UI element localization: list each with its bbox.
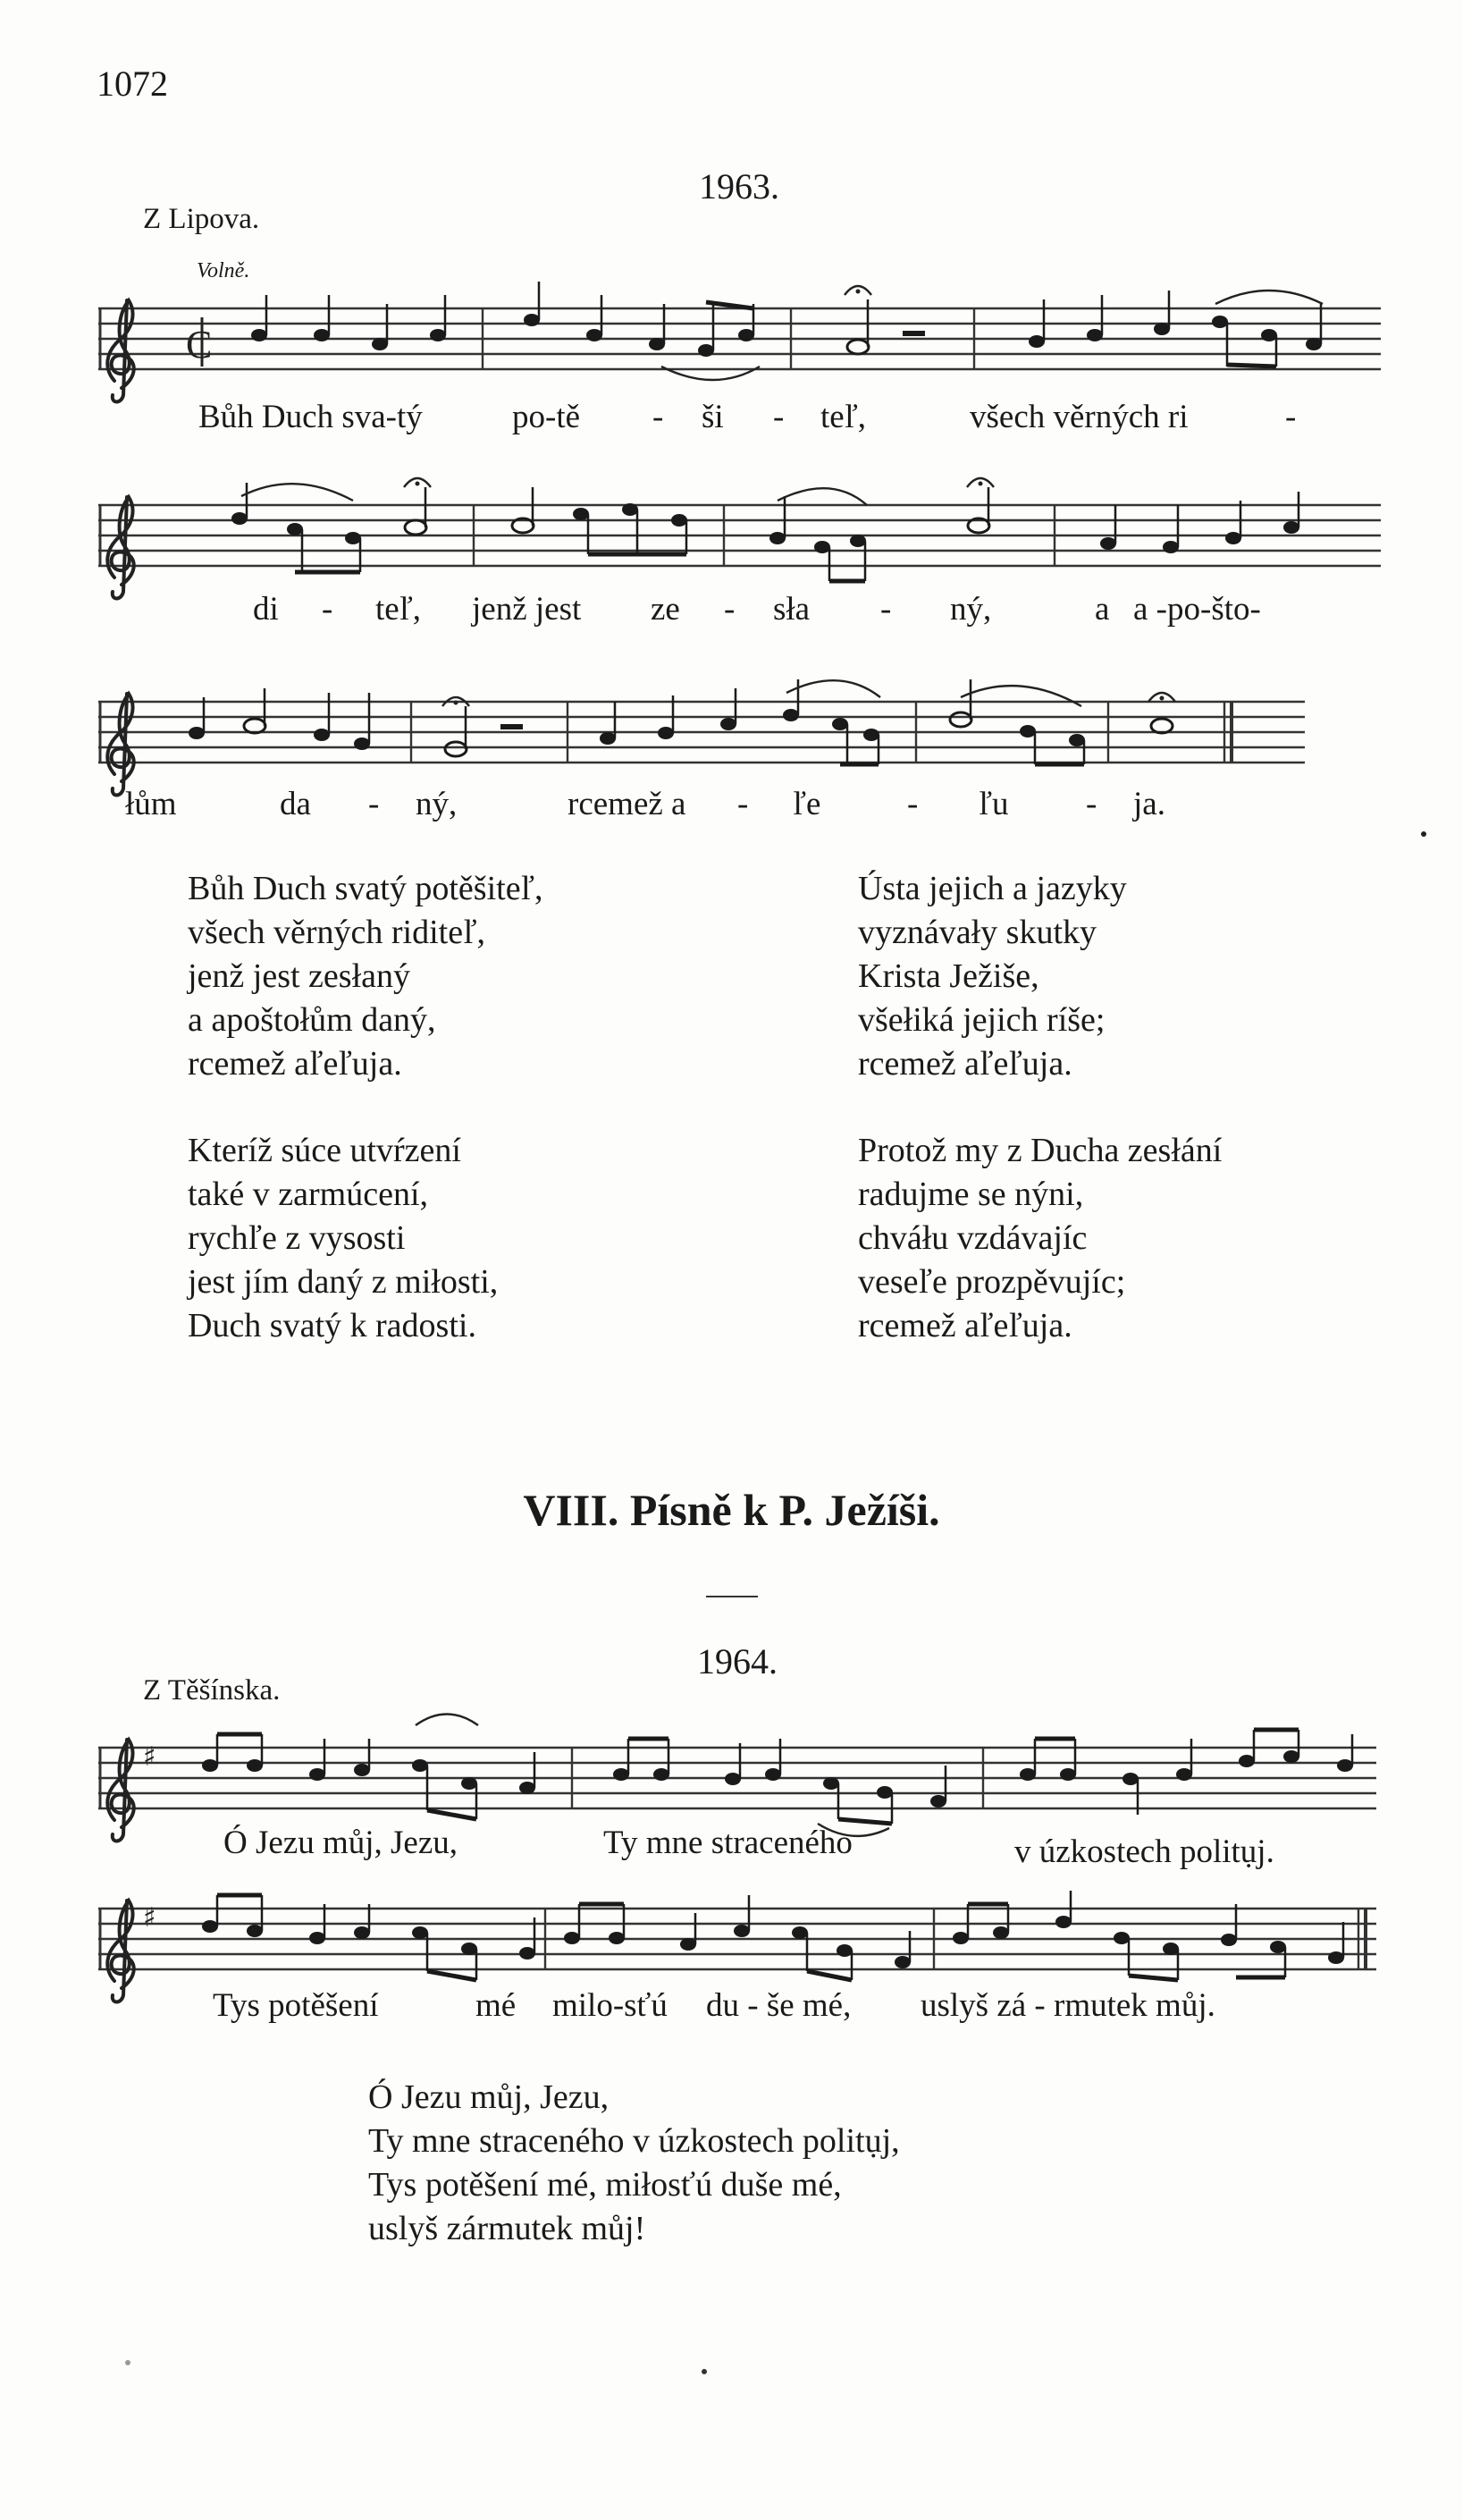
verse-stanza [368,2076,900,2251]
verse-line: Bůh Duch svatý potěšiteľ, [188,870,543,907]
verse-line: Protož my z Ducha zesłání [858,1132,1223,1169]
verse-line: uslyš zármutek můj! [368,2210,646,2247]
staff-system-1 [98,282,1381,402]
lyric-syllable: ľe [793,786,821,822]
lyric-syllable: ši [702,399,724,435]
lyric-syllable: ze [651,591,680,628]
verse-line: Tys potěšení mé, miłosťú duše mé, [368,2166,842,2204]
verse-line: radujme se nýni, [858,1176,1084,1213]
verse-line: Ty mne straceného v úzkostech politụj, [368,2122,900,2160]
lyric-syllable: Ty mne straceného [603,1825,853,1861]
verse-line: Krista Ježiše, [858,957,1039,995]
verse-line: také v zarmúcení, [188,1176,429,1213]
lyric-syllable: ný, [950,591,992,628]
staff-system-2 [98,478,1381,599]
verse-stanza [188,867,543,1086]
verse-stanza [188,1129,498,1348]
lyric-syllable: łům [125,786,177,822]
lyric-syllable: ľu [979,786,1009,822]
lyric-syllable: - [1285,399,1297,435]
staff-system-3 [98,679,1305,796]
scan-speck [1421,831,1426,837]
lyric-syllable: Ó Jezu můj, Jezu, [223,1825,458,1861]
verse-stanza [858,867,1127,1086]
svg-text:C: C [186,323,213,367]
svg-text:♯: ♯ [143,1741,156,1773]
song-origin-1963: Z Lipova. [143,203,260,235]
verse-line: rcemež aľeľuja. [188,1045,402,1083]
verse-line: veseľe prozpěvujíc; [858,1263,1126,1301]
lyric-syllable: - [652,399,664,435]
lyric-syllable: všech věrných ri [970,399,1189,435]
verse-line: vyznávały skutky [858,914,1097,951]
song-origin-1964: Z Těšínska. [143,1674,281,1707]
lyric-syllable: a -po-što- [1133,591,1261,628]
verse-line: Duch svatý k radosti. [188,1307,476,1344]
lyric-syllable: - [1086,786,1097,822]
section-heading [0,1484,1463,1536]
lyric-syllable: - [773,399,785,435]
lyric-syllable: teľ, [820,399,866,435]
lyric-syllable: di [253,591,279,628]
song-number-1964: 1964. [697,1641,778,1681]
verse-line: a apoštołům daný, [188,1001,436,1039]
verse-line: jest jím daný z miłosti, [188,1263,499,1301]
verse-line: rychľe z vysosti [188,1219,406,1257]
lyric-syllable: - [368,786,380,822]
section-divider [706,1596,758,1597]
svg-text:♯: ♯ [143,1902,156,1934]
staff-system-5 [98,1891,1376,2002]
staff-system-4 [98,1715,1376,1842]
verse-line: chváłu vzdávajíc [858,1219,1088,1257]
scan-speck [125,2360,130,2365]
lyric-syllable: jenž jest [472,591,582,628]
verse-line: jenž jest zesłaný [188,957,411,995]
verse-line: všełiká jejich ríše; [858,1001,1106,1039]
tempo-marking: Volně. [197,259,250,282]
lyric-syllable: mé [475,1987,517,2024]
verse-line: všech věrných riditeľ, [188,914,486,951]
lyric-syllable: sła [773,591,811,628]
lyric-syllable: - [724,591,736,628]
lyric-syllable: - [322,591,333,628]
lyric-syllable: - [907,786,919,822]
page-number: 1072 [97,63,168,104]
lyric-syllable: da [280,786,311,822]
verse-line: rcemež aľeľuja. [858,1307,1072,1344]
lyric-syllable: a [1095,591,1110,628]
scan-speck [702,2369,707,2374]
lyric-syllable: Tys potěšení [213,1987,379,2024]
section-numeral: VIII. [523,1485,619,1535]
lyric-syllable: teľ, [375,591,421,628]
verse-line: Ústa jejich a jazyky [858,870,1127,907]
lyric-syllable: - [737,786,749,822]
lyric-syllable: v úzkostech politụj. [1014,1833,1274,1870]
song-number-1963: 1963. [699,166,779,206]
lyric-syllable: du - še mé, [706,1987,852,2024]
section-title: Písně k P. Ježíši. [629,1485,940,1535]
lyric-syllable: milo-sťú [552,1987,668,2024]
lyric-syllable: - [880,591,892,628]
lyric-syllable: rcemež a [568,786,686,822]
lyric-syllable: ja. [1133,786,1165,822]
lyric-syllable: uslyš zá - rmutek můj. [921,1987,1215,2024]
verse-line: rcemež aľeľuja. [858,1045,1072,1083]
lyric-syllable: Bůh Duch sva-tý [198,399,423,435]
lyric-syllable: ný, [416,786,458,822]
verse-line: Ó Jezu můj, Jezu, [368,2078,610,2116]
verse-line: Kteríž súce utvŕzení [188,1132,461,1169]
lyric-syllable: po-tě [512,399,581,435]
verse-stanza [858,1129,1222,1348]
